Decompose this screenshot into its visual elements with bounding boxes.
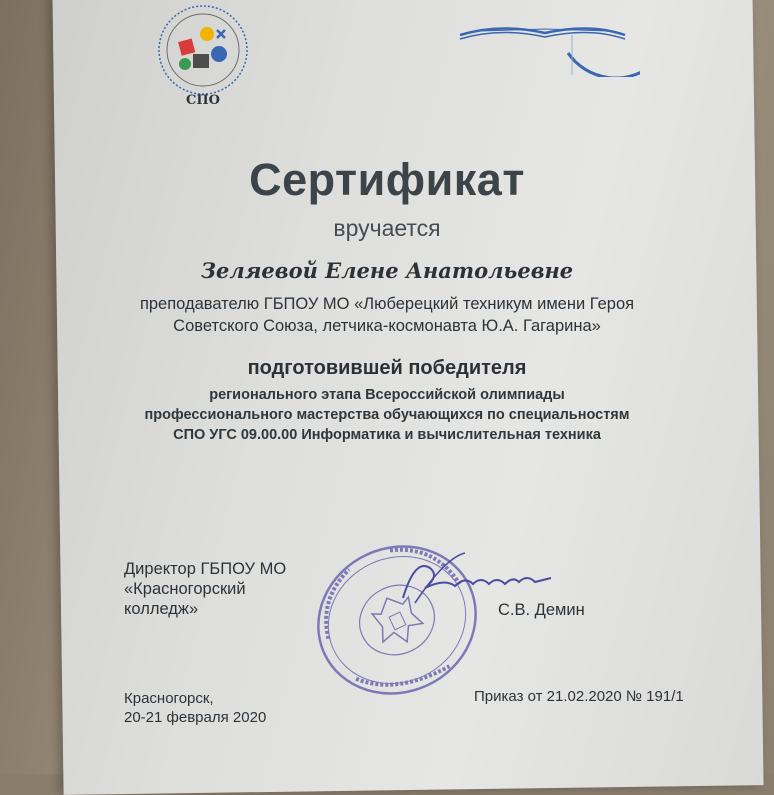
position-line: преподавателю ГБПОУ МО «Люберецкий техникум имени Героя xyxy=(139,295,635,313)
detail-line: СПО УГС 09.00.00 Информатика и вычислительная техника xyxy=(173,427,601,443)
book-logo xyxy=(450,0,640,77)
position-line: Советского Союза, летчика-космонавта Ю.А. Гагарина» xyxy=(173,317,601,335)
certificate-title: Сертификат xyxy=(249,154,525,205)
order-reference: Приказ от 21.02.2020 № 191/1 xyxy=(474,688,684,705)
director-line: «Красногорский xyxy=(124,580,246,598)
achievement-heading: подготовившей победителя xyxy=(247,357,527,379)
director-line: Директор ГБПОУ МО xyxy=(124,560,287,578)
logo-caption: СПО xyxy=(186,93,220,108)
detail-line: профессионального мастерства обучающихся по специальностям xyxy=(144,407,630,423)
recipient-name: Зеляевой Елене Анатольевне xyxy=(200,258,574,283)
signer-name: С.В. Демин xyxy=(498,601,585,619)
director-line: колледж» xyxy=(124,600,199,618)
certificate-subtitle: вручается xyxy=(333,215,441,241)
recipient-position xyxy=(0,293,774,337)
city-date xyxy=(124,689,324,727)
city: Красногорск, xyxy=(124,690,214,707)
achievement-details xyxy=(0,385,774,445)
detail-line: регионального этапа Всероссийской олимпиады xyxy=(209,387,565,403)
director-title xyxy=(124,559,324,619)
spo-olympiad-logo xyxy=(128,2,278,112)
date: 20-21 февраля 2020 xyxy=(124,709,267,726)
